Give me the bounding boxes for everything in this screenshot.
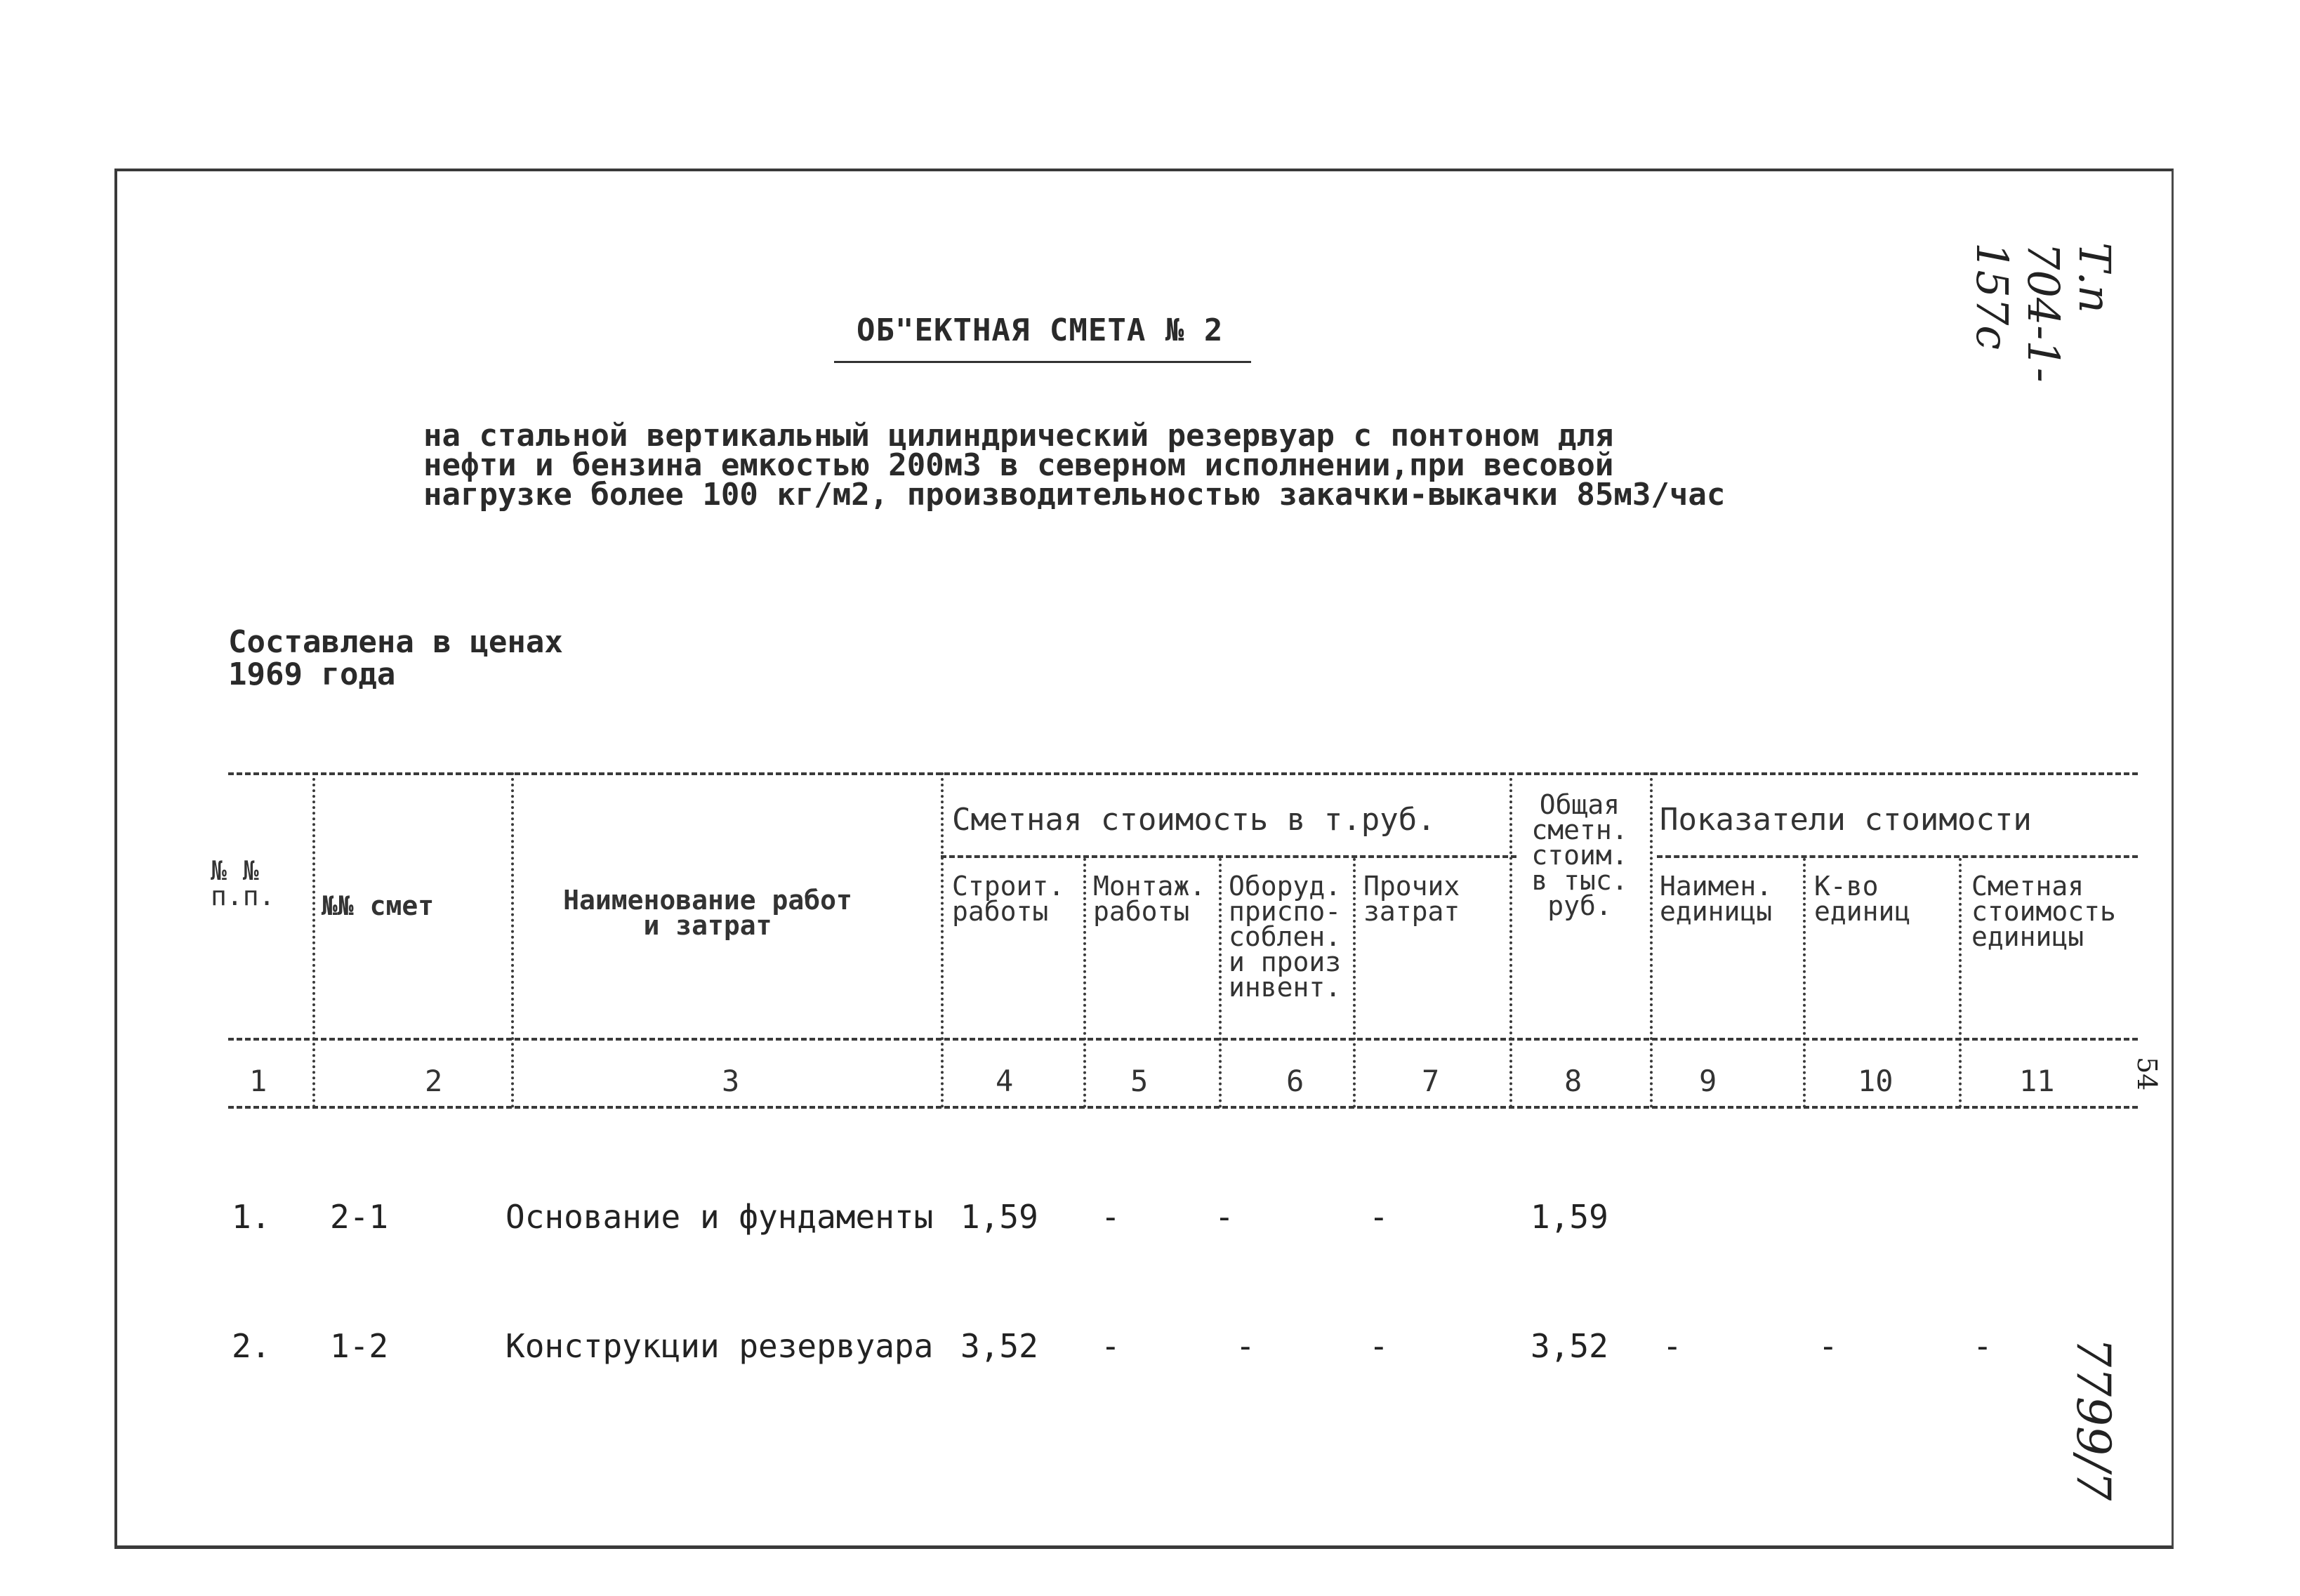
row-unit-name: - (1663, 1327, 1682, 1365)
prices-line-2: 1969 года (228, 657, 396, 692)
row-number: 1. (232, 1198, 271, 1236)
header-col4-line1: Строит. (952, 871, 1065, 902)
col-number-1: 1 (249, 1064, 267, 1098)
row-build-cost: 1,59 (960, 1198, 1038, 1236)
col-divider-9 (1803, 858, 1806, 1108)
header-col10-line2: единиц (1814, 896, 1911, 927)
col-number-9: 9 (1699, 1064, 1717, 1098)
header-col11-line2: стоимость (1971, 896, 2116, 927)
header-col3-line2: и затрат (643, 910, 772, 941)
header-indicator-group: Показатели стоимости (1660, 802, 2032, 838)
header-col6-line4: и произ (1229, 947, 1342, 977)
row-unit-count: - (1818, 1327, 1838, 1365)
col-number-4: 4 (996, 1064, 1014, 1098)
prices-line-1: Составлена в ценах (228, 624, 563, 660)
title-underline (834, 361, 1251, 363)
row-number: 2. (232, 1327, 271, 1365)
header-col9-line2: единицы (1660, 896, 1773, 927)
header-bottom-rule (228, 1038, 2138, 1041)
header-col8-line5: руб. (1547, 890, 1612, 921)
row-install-cost: - (1101, 1198, 1121, 1236)
subtitle-line-3: нагрузке более 100 кг/м2, производительностью закачки-выкачки 85м3/час (423, 477, 1726, 513)
header-col9 (1660, 871, 1773, 927)
header-col11-line1: Сметная (1971, 871, 2084, 902)
subtitle-line-2: нефти и бензина емкостью 200м3 в северном исполнении,при весовой (423, 447, 1614, 483)
header-col7-line1: Прочих (1363, 871, 1460, 902)
cost-group-rule (941, 855, 1516, 858)
row-smeta: 2-1 (330, 1198, 389, 1236)
header-col6-line5: инвент. (1229, 972, 1342, 1003)
header-col6-line3: соблен. (1229, 921, 1342, 952)
document-frame (114, 169, 2174, 1549)
side-code: Т.п 704-1-157с (1967, 242, 2120, 383)
subtitle-line-1: на стальной вертикальный цилиндрический резервуар с понтоном для (423, 418, 1614, 454)
side-number: 7799/7 (2066, 1338, 2120, 1501)
row-other-cost: - (1369, 1198, 1389, 1236)
header-col3-line1: Наименование работ (563, 885, 852, 916)
header-col6 (1229, 871, 1342, 1003)
header-col7 (1363, 871, 1460, 927)
header-col11 (1971, 871, 2116, 952)
indicator-group-rule (1657, 855, 2138, 858)
col-number-11: 11 (2019, 1064, 2055, 1098)
page-number: 54 (2132, 1057, 2162, 1091)
row-total-cost: 1,59 (1531, 1198, 1608, 1236)
header-col2: №№ смет (322, 890, 435, 921)
row-name: Основание и фундаменты (505, 1198, 934, 1236)
header-col5-line2: работы (1093, 896, 1190, 927)
header-col6-line2: приспо- (1229, 896, 1342, 927)
header-col8-line2: сметн. (1531, 815, 1628, 845)
row-total-cost: 3,52 (1531, 1327, 1608, 1365)
row-build-cost: 3,52 (960, 1327, 1038, 1365)
header-col8-line4: в тыс. (1531, 865, 1628, 896)
col-divider-5 (1219, 858, 1222, 1108)
row-equipment-cost: - (1236, 1327, 1255, 1365)
header-col9-line1: Наимен. (1660, 871, 1773, 902)
header-col4-line2: работы (952, 896, 1049, 927)
col-divider-10 (1959, 858, 1962, 1108)
header-col7-line2: затрат (1363, 896, 1460, 927)
prices-note (228, 626, 563, 691)
header-col1-line1: № № (211, 855, 259, 886)
col-divider-2 (511, 772, 514, 1108)
row-name: Конструкции резервуара (505, 1327, 934, 1365)
col-number-2: 2 (425, 1064, 443, 1098)
col-divider-6 (1353, 858, 1356, 1108)
row-install-cost: - (1101, 1327, 1121, 1365)
header-col4 (952, 871, 1065, 927)
col-number-6: 6 (1286, 1064, 1304, 1098)
header-col3 (525, 885, 890, 941)
col-number-8: 8 (1564, 1064, 1582, 1098)
col-divider-8 (1650, 772, 1653, 1108)
row-other-cost: - (1369, 1327, 1389, 1365)
row-unit-cost: - (1973, 1327, 1992, 1365)
col-divider-4 (1083, 858, 1086, 1108)
header-col5-line1: Монтаж. (1093, 871, 1206, 902)
row-smeta: 1-2 (330, 1327, 389, 1365)
document-subtitle (423, 418, 1726, 513)
header-col8-line3: стоим. (1531, 840, 1628, 871)
header-cost-group: Сметная стоимость в т.руб. (952, 802, 1436, 838)
col-divider-3 (941, 772, 944, 1108)
col-divider-7 (1509, 772, 1512, 1108)
document-title: ОБ"ЕКТНАЯ СМЕТА № 2 (857, 312, 1224, 348)
header-col10-line1: К-во (1814, 871, 1879, 902)
col-number-3: 3 (722, 1064, 740, 1098)
col-number-10: 10 (1858, 1064, 1893, 1098)
header-col10 (1814, 871, 1911, 927)
col-divider-1 (312, 772, 315, 1108)
header-col1 (211, 855, 275, 911)
header-col6-line1: Оборуд. (1229, 871, 1342, 902)
header-top-rule (228, 772, 2138, 775)
header-col1-line2: п.п. (211, 881, 275, 911)
col-number-5: 5 (1130, 1064, 1149, 1098)
header-col8 (1522, 789, 1637, 921)
header-col5 (1093, 871, 1206, 927)
col-number-7: 7 (1422, 1064, 1440, 1098)
header-col11-line3: единицы (1971, 921, 2084, 952)
row-equipment-cost: - (1215, 1198, 1234, 1236)
numbers-bottom-rule (228, 1106, 2138, 1109)
header-col8-line1: Общая (1539, 789, 1620, 820)
